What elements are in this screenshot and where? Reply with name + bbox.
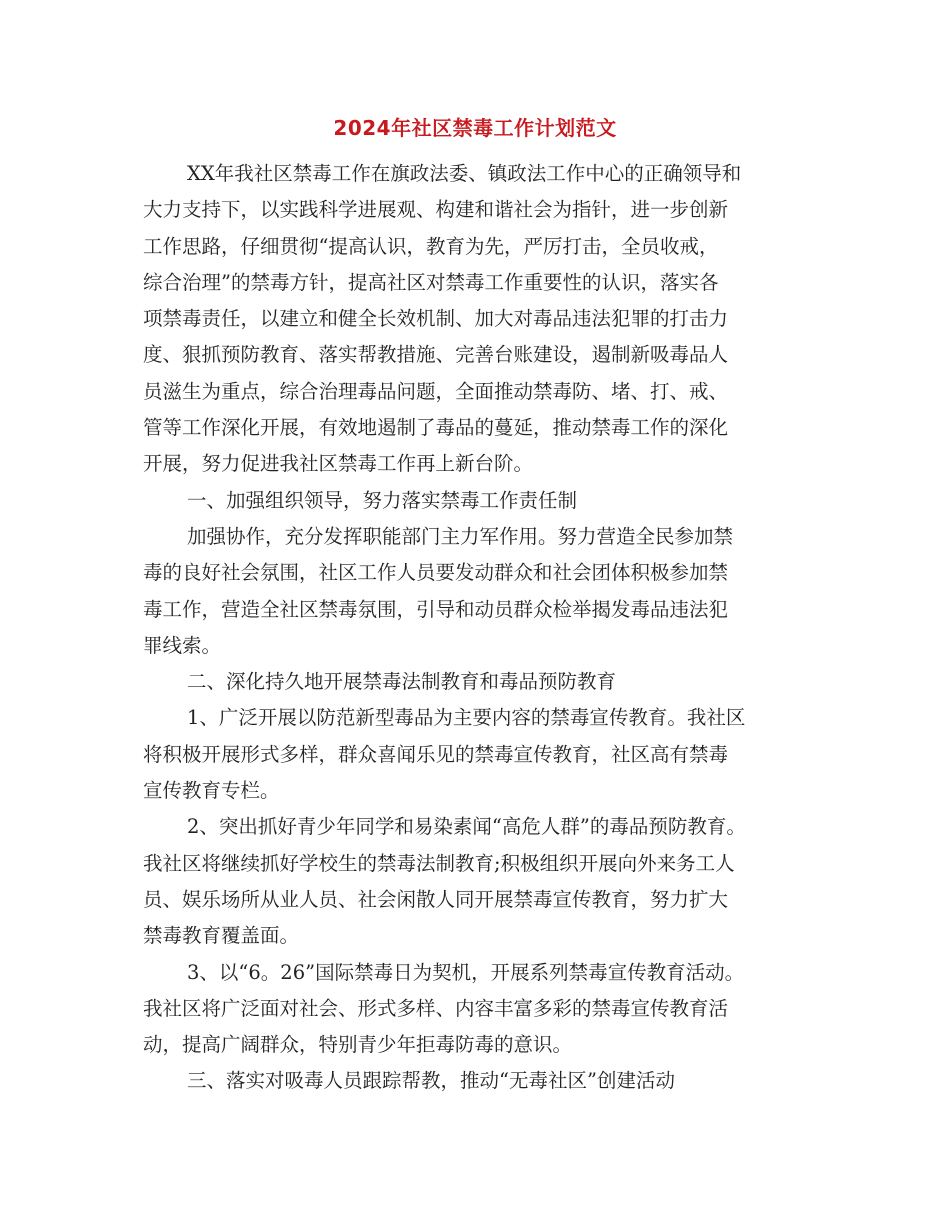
body-line: 项禁毒责任，以建立和健全长效机制、加大对毒品违法犯罪的打击力 [143,307,729,331]
body-line: 三、落实对吸毒人员跟踪帮教，推动“无毒社区”创建活动 [187,1069,675,1093]
body-line: 禁毒教育覆盖面。 [143,924,300,948]
body-line: 度、狠抓预防教育、落实帮教措施、完善台账建设，遏制新吸毒品人 [143,343,729,367]
body-line: 罪线索。 [143,633,222,657]
body-line: 我社区将广泛面对社会、形式多样、内容丰富多彩的禁毒宣传教育活 [143,996,729,1020]
document-title: 2024年社区禁毒工作计划范文 [333,116,617,140]
body-line: 一、加强组织领导，努力落实禁毒工作责任制 [187,488,578,512]
body-line: 动，提高广阔群众，特别青少年拒毒防毒的意识。 [143,1033,573,1057]
body-line: 毒工作，营造全社区禁毒氛围，引导和动员群众检举揭发毒品违法犯 [143,597,729,621]
body-line: 将积极开展形式多样，群众喜闻乐见的禁毒宣传教育，社区高有禁毒 [143,742,729,766]
body-line: XX年我社区禁毒工作在旗政法委、镇政法工作中心的正确领导和 [187,162,742,185]
body-line: 我社区将继续抓好学校生的禁毒法制教育;积极组织开展向外来务工人 [143,851,735,875]
body-line: 员、娱乐场所从业人员、社会闲散人同开展禁毒宣传教育，努力扩大 [143,887,729,911]
body-line: 3、以“6。26”国际禁毒日为契机，开展系列禁毒宣传教育活动。 [187,960,745,984]
body-line: 宣传教育专栏。 [143,779,280,803]
document-body [143,156,829,1100]
body-line: 工作思路，仔细贯彻“提高认识，教育为先，严厉打击，全员收戒， [143,234,719,258]
body-line: 加强协作，充分发挥职能部门主力军作用。努力营造全民参加禁 [187,524,734,548]
body-line: 员滋生为重点，综合治理毒品问题，全面推动禁毒防、堵、打、戒、 [143,379,729,403]
body-line: 1、广泛开展以防范新型毒品为主要内容的禁毒宣传教育。我社区 [187,706,746,730]
body-line: 毒的良好社会氛围，社区工作人员要发动群众和社会团体积极参加禁 [143,561,729,585]
body-line: 开展，努力促进我社区禁毒工作再上新台阶。 [143,452,534,476]
body-line: 大力支持下，以实践科学进展观、构建和谐社会为指针，进一步创新 [143,198,729,222]
body-line: 2、突出抓好青少年同学和易染素闻“高危人群”的毒品预防教育。 [187,815,746,839]
body-line: 管等工作深化开展，有效地遏制了毒品的蔓延，推动禁毒工作的深化 [143,416,729,440]
body-line: 综合治理”的禁毒方针，提高社区对禁毒工作重要性的认识，落实各 [143,270,719,294]
body-line: 二、深化持久地开展禁毒法制教育和毒品预防教育 [187,670,617,694]
